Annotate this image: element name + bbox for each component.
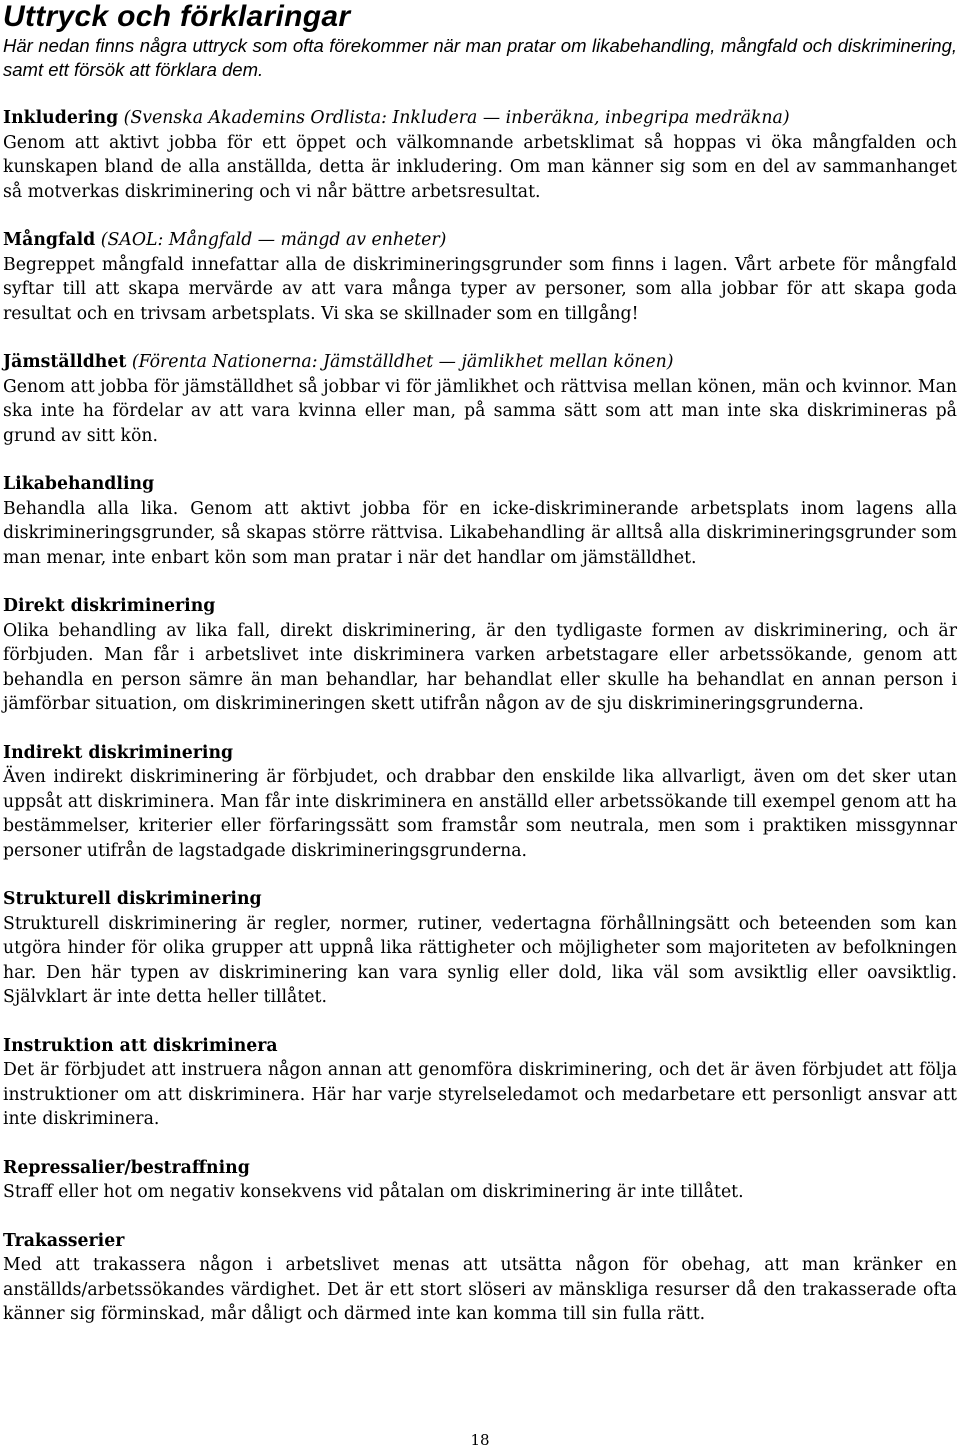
section-term: Trakasserier xyxy=(3,1230,125,1251)
section-heading xyxy=(3,228,957,253)
section-body: Strukturell diskriminering är regler, normer, rutiner, vedertagna förhållningsätt och beteenden som kan utgöra hinder för olika grupper att uppnå lika rättigheter och möjligheter som majoriteten av befolkningen har. Den här typen av diskriminering kan vara synlig eller dold, lika väl som avsiktlig eller oavsiktlig. Självklart är inte detta heller tillåtet. xyxy=(3,913,957,1007)
section-indirekt-diskriminering xyxy=(3,741,957,864)
section-heading xyxy=(3,1229,957,1254)
section-direkt-diskriminering xyxy=(3,594,957,717)
section-inkludering xyxy=(3,106,957,204)
section-body: Straff eller hot om negativ konsekvens vid påtalan om diskriminering är inte tillåtet. xyxy=(3,1182,744,1202)
section-strukturell-diskriminering xyxy=(3,887,957,1010)
section-term: Strukturell diskriminering xyxy=(3,889,262,909)
section-heading xyxy=(3,106,957,131)
section-heading xyxy=(3,472,957,497)
section-heading xyxy=(3,594,957,619)
section-body: Det är förbjudet att instruera någon annan att genomföra diskriminering, och det är även förbjudet att följa instruktioner om att diskriminera. Här har varje styrelseledamot och medarbetare ett personligt ansvar att inte diskriminera. xyxy=(3,1060,957,1129)
section-jamstalldhet xyxy=(3,350,957,448)
section-body: Genom att jobba för jämställdhet så jobbar vi för jämlikhet och rättvisa mellan könen, män och kvinnor. Man ska inte ha fördelar av att vara kvinna eller man, på samma sätt som att man inte ska diskrimineras på grund av sitt kön. xyxy=(3,376,957,446)
section-body: Begreppet mångfald innefattar alla de diskrimineringsgrunder som finns i lagen. Vårt arbete för mångfald syftar till att skapa mervärde av att vara många typer av personer, som alla jobbar för att skapa goda resultat och en trivsam arbetsplats. Vi ska se skillnader som en tillgång! xyxy=(3,254,957,324)
section-term: Instruktion att diskriminera xyxy=(3,1035,278,1056)
document-page xyxy=(3,0,957,1351)
section-source: (Svenska Akademins Ordlista: Inkludera — inberäkna, inbegripa medräkna) xyxy=(118,108,790,128)
section-heading xyxy=(3,1156,957,1181)
section-heading xyxy=(3,887,957,912)
section-body: Olika behandling av lika fall, direkt diskriminering, är den tydligaste formen av diskriminering, och är förbjuden. Man får i arbetslivet inte diskriminera varken arbetstagare eller arbetssökande, genom att behandla en person sämre än man behandlar, har behandlat eller skulle ha behandlat en annan person i jämförbar situation, om diskrimineringen skett utifrån någon av de sju diskrimineringsgrunderna. xyxy=(3,620,957,714)
section-source: (SAOL: Mångfald — mängd av enheter) xyxy=(95,230,447,250)
section-term: Indirekt diskriminering xyxy=(3,742,234,763)
section-term: Direkt diskriminering xyxy=(3,596,216,616)
section-term: Mångfald xyxy=(3,230,96,250)
section-term: Repressalier/bestraffning xyxy=(3,1157,250,1178)
section-likabehandling xyxy=(3,472,957,570)
section-term: Inkludering xyxy=(3,108,119,128)
section-repressalier xyxy=(3,1156,957,1205)
section-body: Med att trakassera någon i arbetslivet menas att utsätta någon för obehag, att man kränker en anställds/arbetssökandes värdighet. Det är ett stort slöseri av mänskliga resurser då den trakasserade ofta känner sig förminskad, mår dåligt och därmed inte kan komma till sin fulla rätt. xyxy=(3,1255,957,1324)
section-heading xyxy=(3,741,957,766)
section-heading xyxy=(3,1034,957,1059)
section-source: (Förenta Nationerna: Jämställdhet — jämlikhet mellan könen) xyxy=(126,352,674,372)
section-term: Likabehandling xyxy=(3,474,155,494)
section-term: Jämställdhet xyxy=(3,352,127,372)
section-body: Genom att aktivt jobba för ett öppet och välkomnande arbetsklimat så hoppas vi öka mångfalden och kunskapen bland de alla anställda, detta är inkludering. Om man känner sig som en del av sammanhanget så motverkas diskriminering och vi når bättre arbetsresultat. xyxy=(3,132,957,202)
section-mangfald xyxy=(3,228,957,326)
section-body: Behandla alla lika. Genom att aktivt jobba för en icke-diskriminerande arbetsplats inom lagens alla diskrimineringsgrunder, så skapas större rättvisa. Likabehandling är alltså alla diskrimineringsgrunder som man menar, inte enbart kön som man pratar i när det handlar om jämställdhet. xyxy=(3,498,957,568)
section-body: Även indirekt diskriminering är förbjudet, och drabbar den enskilde lika allvarligt, även om det sker utan uppsåt att diskriminera. Man får inte diskriminera en anställd eller arbetssökande till exempel genom att ha bestämmelser, kriterier eller förfaringssätt som framstår som neutrala, men som i praktiken missgynnar personer utifrån de lagstadgade diskrimineringsgrunderna. xyxy=(3,767,957,861)
section-instruktion-att-diskriminera xyxy=(3,1034,957,1132)
section-heading xyxy=(3,350,957,375)
page-number: 18 xyxy=(470,1431,490,1449)
section-trakasserier xyxy=(3,1229,957,1327)
page-title: Uttryck och förklaringar xyxy=(3,0,351,33)
intro-paragraph: Här nedan finns några uttryck som ofta förekommer när man pratar om likabehandling, mångfald och diskriminering, samt ett försök att förklara dem. xyxy=(3,35,957,80)
